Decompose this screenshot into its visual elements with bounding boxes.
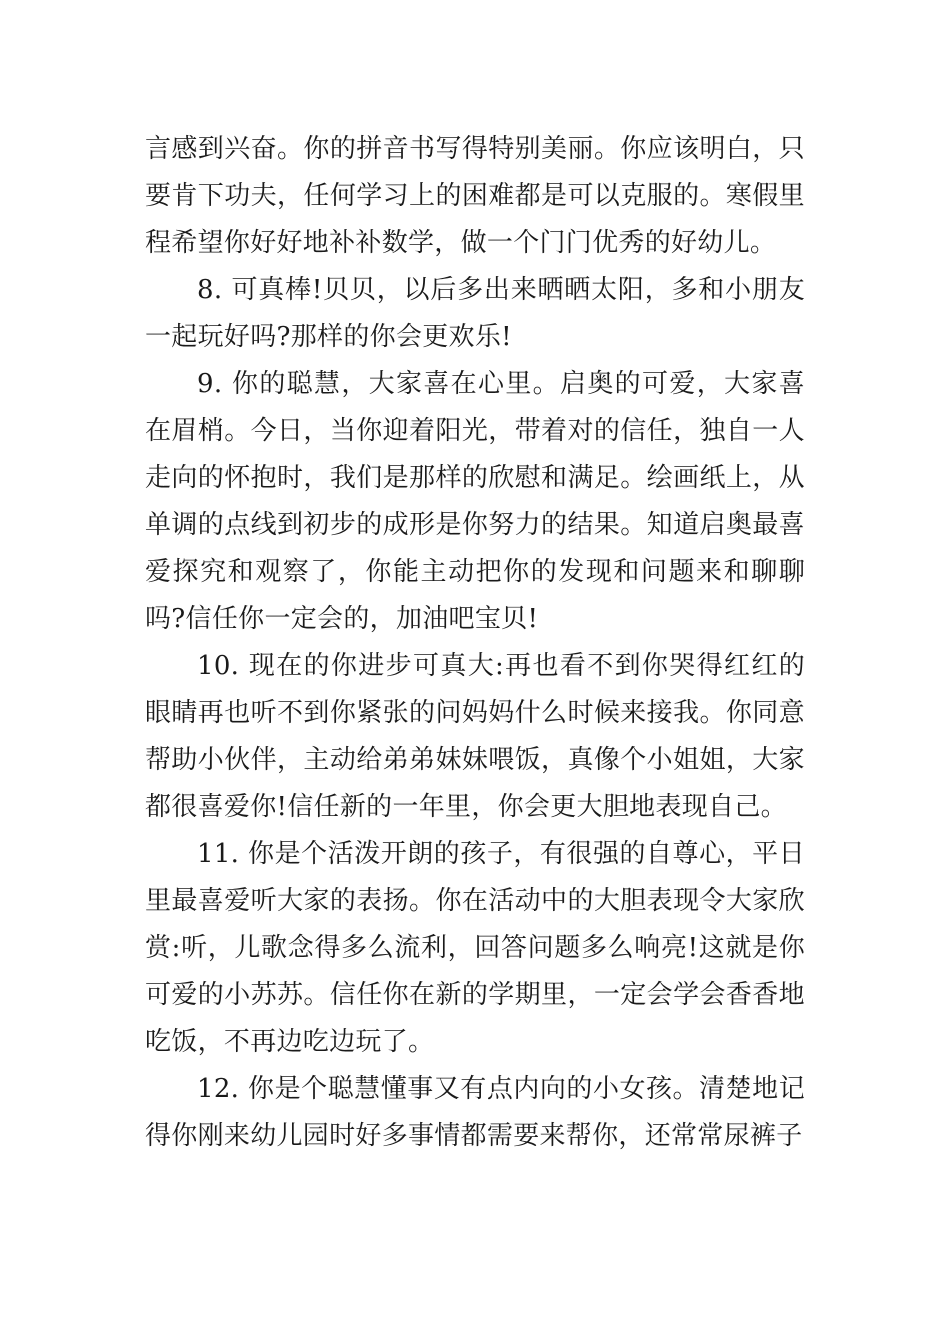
paragraph-continuation: 言感到兴奋。你的拼音书写得特别美丽。你应该明白，只要肯下功夫，任何学习上的困难都是可以克服的。寒假里程希望你好好地补补数学，做一个门门优秀的好幼儿。 bbox=[145, 134, 805, 258]
document-body bbox=[145, 126, 805, 1160]
paragraph-item-11: 11. 你是个活泼开朗的孩子，有很强的自尊心，平日里最喜爱听大家的表扬。你在活动中的大胆表现令大家欣赏:听，儿歌念得多么流利，回答问题多么响亮!这就是你可爱的小苏苏。信任你在新的学期里，一定会学会香香地吃饭，不再边吃边玩了。 bbox=[145, 839, 805, 1057]
paragraph-item-8: 8. 可真棒!贝贝，以后多出来晒晒太阳，多和小朋友一起玩好吗?那样的你会更欢乐! bbox=[145, 275, 805, 352]
paragraph-item-12: 12. 你是个聪慧懂事又有点内向的小女孩。清楚地记得你刚来幼儿园时好多事情都需要来帮你，还常常尿裤子 bbox=[145, 1074, 805, 1151]
paragraph-item-10: 10. 现在的你进步可真大:再也看不到你哭得红红的眼睛再也听不到你紧张的问妈妈什么时候来接我。你同意帮助小伙伴，主动给弟弟妹妹喂饭，真像个小姐姐，大家都很喜爱你!信任新的一年里，你会更大胆地表现自己。 bbox=[145, 651, 805, 822]
paragraph-item-9: 9. 你的聪慧，大家喜在心里。启奥的可爱，大家喜在眉梢。今日，当你迎着阳光，带着对的信任，独自一人走向的怀抱时，我们是那样的欣慰和满足。绘画纸上，从单调的点线到初步的成形是你努力的结果。知道启奥最喜爱探究和观察了，你能主动把你的发现和问题来和聊聊吗?信任你一定会的，加油吧宝贝! bbox=[145, 369, 805, 634]
